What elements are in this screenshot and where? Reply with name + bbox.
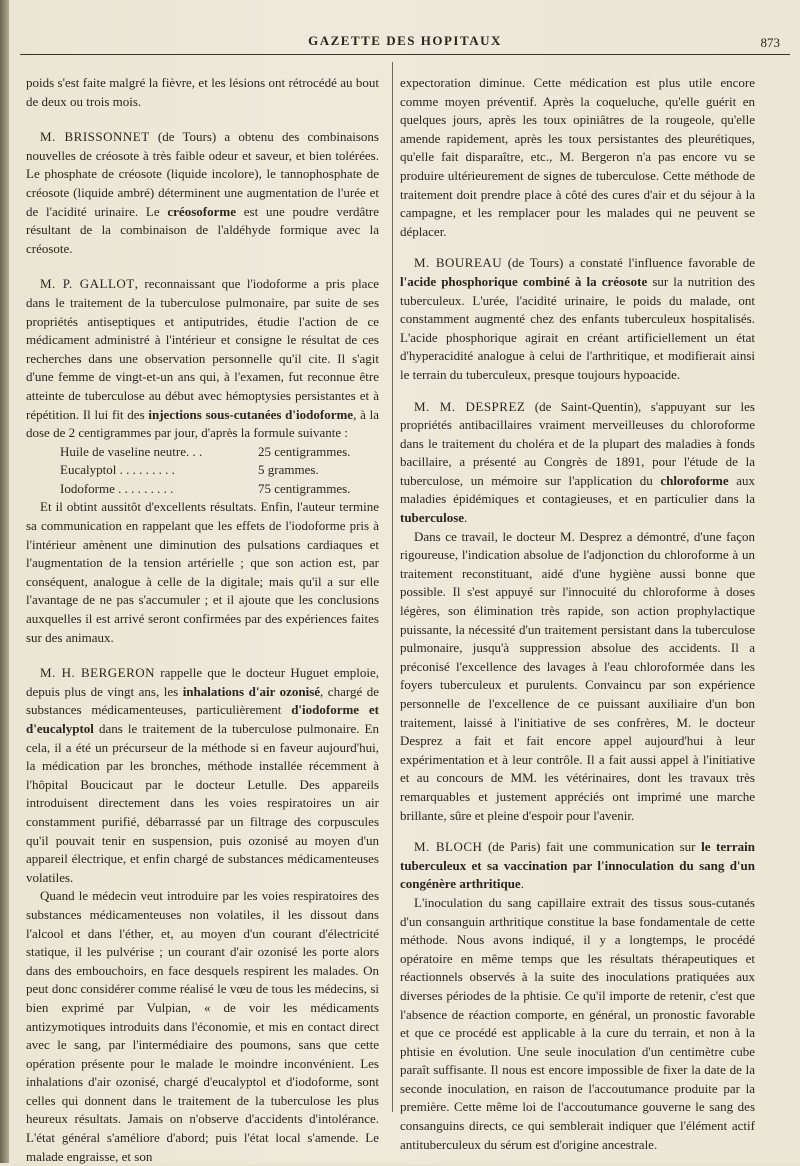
left-column bbox=[26, 74, 379, 1164]
text: dans le traitement de la tuberculose pulmonaire. En cela, il a été un précurseur de la méthode si en faveur aujourd'hui, la médication par les bronches, méthode installée récemment à l'hôpital Boucicaut par le docteur Letulle. Des appareils introduisent directement dans les voies respiratoires un air constamment purifié, débarrassé par un filtrage des corpuscules qu'il pouvait tenir en suspension, puis ozonisé au moyen d'un appareil électrique, et enfin chargé de substances médicamenteuses volatiles. bbox=[26, 721, 379, 885]
column-divider bbox=[392, 62, 393, 1112]
page-number: 873 bbox=[760, 35, 780, 50]
text: (de Tours) a obtenu des combinaisons nouvelles de créosote à très faible odeur et saveur, et bien tolérées. Le phosphate de créosote (liquide incolore), le tannophosphate de créosote (liquide ambré) déterminent une augmentation de l'urée et de l'acidité urinaire. Le bbox=[26, 129, 379, 219]
text: . bbox=[520, 876, 524, 892]
journal-title: GAZETTE DES HOPITAUX bbox=[308, 33, 502, 48]
paragraph: expectoration diminue. Cette médication est plus utile encore comme moyen préventif. Après la coqueluche, qu'elle guérit en quelques jours, après les toux opiniâtres de la rougeole, qu'elle amende rapidement, après les toux persistantes des pleurétiques, qu'elle fait disparaître, etc., M. Bergeron n'a pas encore vu se produire ultérieurement de signes de tuberculose. Cette méthode de traitement doit prendre place à côté des cures d'air et du séjour à la campagne, et les remplacer pour les malades qui ne peuvent se déplacer. bbox=[400, 75, 755, 239]
bold-term: chloroforme bbox=[660, 472, 729, 488]
binding-edge bbox=[0, 0, 9, 1163]
quantity: 5 grammes. bbox=[258, 462, 319, 478]
paragraph-bloch bbox=[400, 838, 755, 894]
right-column bbox=[400, 74, 755, 1152]
paragraph: L'inoculation du sang capillaire extrait des tissus sous-cutanés d'un consanguin arthritique constitue la base fondamentale de cette méthode. Nous avons indiqué, il y a longtemps, le procédé opératoire en même temps que les résultats thérapeutiques et réactionnels observés à la suite des inoculations pratiquées aux diverses périodes de la phtisie. Ce qu'il importe de retenir, c'est que l'absence de réaction comporte, en général, un pronostic favorable et que ce procédé est applicable à la cure du terrain, et non à la phtisie en évolution. Une seule inoculation d'un centimètre cube paraît suffisante. Il nous est encore impossible de fixer la date de la seconde inoculation, en raison de l'accoutumance produite par la première. Cette même loi de l'accoutumance gouverne le sang des consanguins directs, ce qui semblerait indiquer que l'élément actif antituberculeux du sérum est d'origine ancestrale. bbox=[400, 894, 755, 1152]
author-name: M. P. GALLOT bbox=[40, 276, 135, 292]
text: , à la dose de 2 centigrammes par jour, d'après la formule suivante : bbox=[26, 406, 379, 441]
paragraph: Et il obtint aussitôt d'excellents résultats. Enfin, l'auteur termine sa communication en rappelant que les effets de l'iodoforme pris à l'intérieur amènent une diminution des pulsations cardiaques et l'augmentation de la tension artérielle ; que son action est, par conséquent, analogue à celle de la digitale; mais qu'il a sur elle l'avantage de ne pas s'accumuler ; et il ajoute que les conclusions auxquelles il est arrivé seront confirmées par des expériences faites sur des animaux. bbox=[26, 499, 379, 645]
text: (de Saint-Quentin), s'appuyant sur les propriétés antibacillaires vraiment merveilleuses du chloroforme dans le traitement du choléra et de la plupart des maladies à fonds bacillaire, a présenté au Congrès de 1891, pour l'étude de la tuberculose, un mémoire sur l'application du bbox=[400, 398, 755, 488]
ingredient: Iodoforme . . . . . . . . . bbox=[60, 480, 174, 496]
ingredient: Huile de vaseline neutre. . . bbox=[60, 443, 203, 459]
text: , chargé de substances médicamenteuses, particulièrement bbox=[26, 683, 379, 718]
bold-term: le terrain tuberculeux et sa vaccination par l'innoculation du sang d'un congénère arthritique bbox=[400, 839, 755, 892]
text: (de Tours) a constaté l'influence favorable de bbox=[502, 255, 755, 271]
paragraph-gallot bbox=[26, 275, 379, 442]
prescription-formula bbox=[60, 443, 379, 499]
paragraph-brissonnet bbox=[26, 128, 379, 258]
formula-row bbox=[60, 461, 379, 480]
paragraph: Quand le médecin veut introduire par les voies respiratoires des substances médicamenteuses non volatiles, il les dissout dans l'alcool et dans l'éther, et, au moyen d'un courant d'électricité statique, il les pulvérise ; un courant d'air ozonisé les porte alors dans des embouchoirs, en face desquels respirent les malades. On peut donc considérer comme réalisé le vœu de tous les médecins, si bien exprimé par Vulpian, « de voir les médicaments antizymotiques introduits dans l'économie, et mis en contact direct avec le sang, par l'intermédiaire des poumons, sans que cette opération présente pour le malade le moindre inconvénient. Les inhalations d'air ozonisé, chargé d'eucalyptol et d'iodoforme, sont celles qui donnent dans le traitement de la tuberculose les plus heureux résultats. Jamais on n'observe d'accidents d'intolérance. L'état général s'améliore d'abord; puis l'état local s'amende. Le malade engraisse, et son bbox=[26, 888, 379, 1164]
text: est une poudre verdâtre résultant de la combinaison de l'aldéhyde formique avec la créosote. bbox=[26, 203, 379, 256]
author-name: M. BOUREAU bbox=[414, 255, 503, 271]
formula-row bbox=[60, 443, 379, 462]
text: aux maladies épidémiques et contagieuses, et en particulier dans la bbox=[400, 472, 755, 507]
paragraph: poids s'est faite malgré la fièvre, et les lésions ont rétrocédé au bout de deux ou trois mois. bbox=[26, 75, 379, 109]
author-name: M. BLOCH bbox=[414, 839, 483, 855]
bold-term: d'iodoforme et d'eucalyptol bbox=[26, 702, 379, 736]
text: sur la nutrition des tuberculeux. L'urée, l'acidité urinaire, le poids du malade, ont constamment augmenté chez des enfants tuberculeux hospitalisés. L'acide phosphorique agirait en créant artificiellement un état d'hyperacidité analogue à celui de l'arthritique, et modifierait ainsi le terrain du tuberculeux, presque toujours hypoacide. bbox=[400, 273, 755, 382]
paragraph-boureau bbox=[400, 254, 755, 384]
bold-term: tuberculose bbox=[400, 510, 465, 526]
quantity: 75 centigrammes. bbox=[258, 480, 351, 496]
bold-term: injections sous-cutanées d'iodoforme bbox=[148, 406, 354, 422]
formula-row bbox=[60, 480, 379, 499]
quantity: 25 centigrammes. bbox=[258, 443, 351, 459]
text: rappelle que le docteur Huguet emploie, depuis plus de vingt ans, les bbox=[26, 665, 379, 699]
text: (de Paris) fait une communication sur bbox=[482, 839, 702, 855]
author-name: M. H. BERGERON bbox=[40, 665, 156, 681]
author-name: M. BRISSONNET bbox=[40, 129, 150, 145]
bold-term: l'acide phosphorique combiné à la créosote bbox=[400, 273, 648, 289]
ingredient: Eucalyptol . . . . . . . . . bbox=[60, 462, 175, 478]
paragraph: Dans ce travail, le docteur M. Desprez a démontré, d'une façon rigoureuse, l'indication absolue de l'adjonction du chloroforme à un traitement reconstituant, aidé d'une hygiène aussi bonne que possible. Il s'est appuyé sur l'innocuité du chloroforme à doses légères, son élimination très rapide, son action prophylactique puissante, la nécessité d'un traitement persistant dans la tuberculose pulmonaire, jusqu'à suppression absolue des accidents. Il a préconisé l'excellence des lavages à l'eau chloroformée dans les foyers tuberculeux et purulents. Convaincu par son expérience personnelle de l'excellence de ce puissant auxiliaire d'un bon traitement, laissé à l'initiative de ses confrères, M. le docteur Desprez a fait et fait encore appel aujourd'hui à leur expérimentation et à leur contrôle. Il a fait aussi appel à l'initiative et au concours de MM. les vétérinaires, dont les travaux très remarquables et justement appréciés ont imprimé une marche brillante, sûre et pleine d'espoir pour l'avenir. bbox=[400, 528, 755, 823]
text: . bbox=[464, 510, 468, 526]
bold-term: créosoforme bbox=[167, 203, 236, 219]
author-name: M. M. DESPREZ bbox=[414, 398, 526, 414]
text: , reconnaissant que l'iodoforme a pris place dans le traitement de la tuberculose pulmonaire, par suite de ses propriétés antiseptiques et antiputrides, étudie l'action de ce médicament administré à l'intérieur et consigne le résultat de ces recherches dans une observation personnelle qu'il cite. Il s'agit d'une femme de vingt-et-un ans qui, à l'examen, fut reconnue être atteinte de tuberculose au début avec hémoptysies persistantes et à répétition. Il lui fit des bbox=[26, 276, 379, 422]
running-header bbox=[20, 30, 790, 55]
paragraph-desprez bbox=[400, 398, 755, 528]
paragraph-bergeron bbox=[26, 664, 379, 887]
bold-term: inhalations d'air ozonisé bbox=[182, 683, 321, 699]
